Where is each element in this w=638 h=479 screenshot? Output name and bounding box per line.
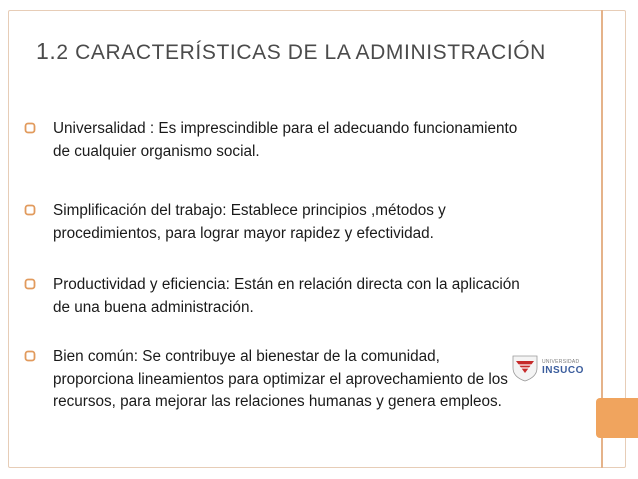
hollow-square-bullet-icon [24, 278, 36, 290]
hollow-square-bullet-icon [24, 122, 36, 134]
hollow-square-bullet-icon [24, 204, 36, 216]
corner-accent-block [596, 398, 638, 438]
bullet-text: Universalidad : Es imprescindible para el adecuando funcionamiento de cualquier organismo social. [53, 120, 518, 160]
shield-emblem-icon [510, 353, 540, 383]
bullet-text: Simplificación del trabajo: Establece principios ,métodos y procedimientos, para lograr mayor rapidez y efectividad. [53, 202, 446, 242]
bullet-text: Bien común: Se contribuye al bienestar de la comunidad, proporciona lineamientos para optimizar el aprovechamiento de los recursos, para mejorar las relaciones humanas y genera empleos. [53, 348, 508, 410]
slide-title: 1.2 CARACTERÍSTICAS DE LA ADMINISTRACIÓN [36, 38, 546, 64]
logo-top-text: UNIVERSIDAD [542, 359, 580, 365]
hollow-square-bullet-icon [24, 350, 36, 362]
bullet-text: Productividad y eficiencia: Están en relación directa con la aplicación de una buena administración. [53, 276, 520, 316]
logo-main-text: INSUCO [542, 365, 584, 376]
university-logo [508, 350, 608, 388]
